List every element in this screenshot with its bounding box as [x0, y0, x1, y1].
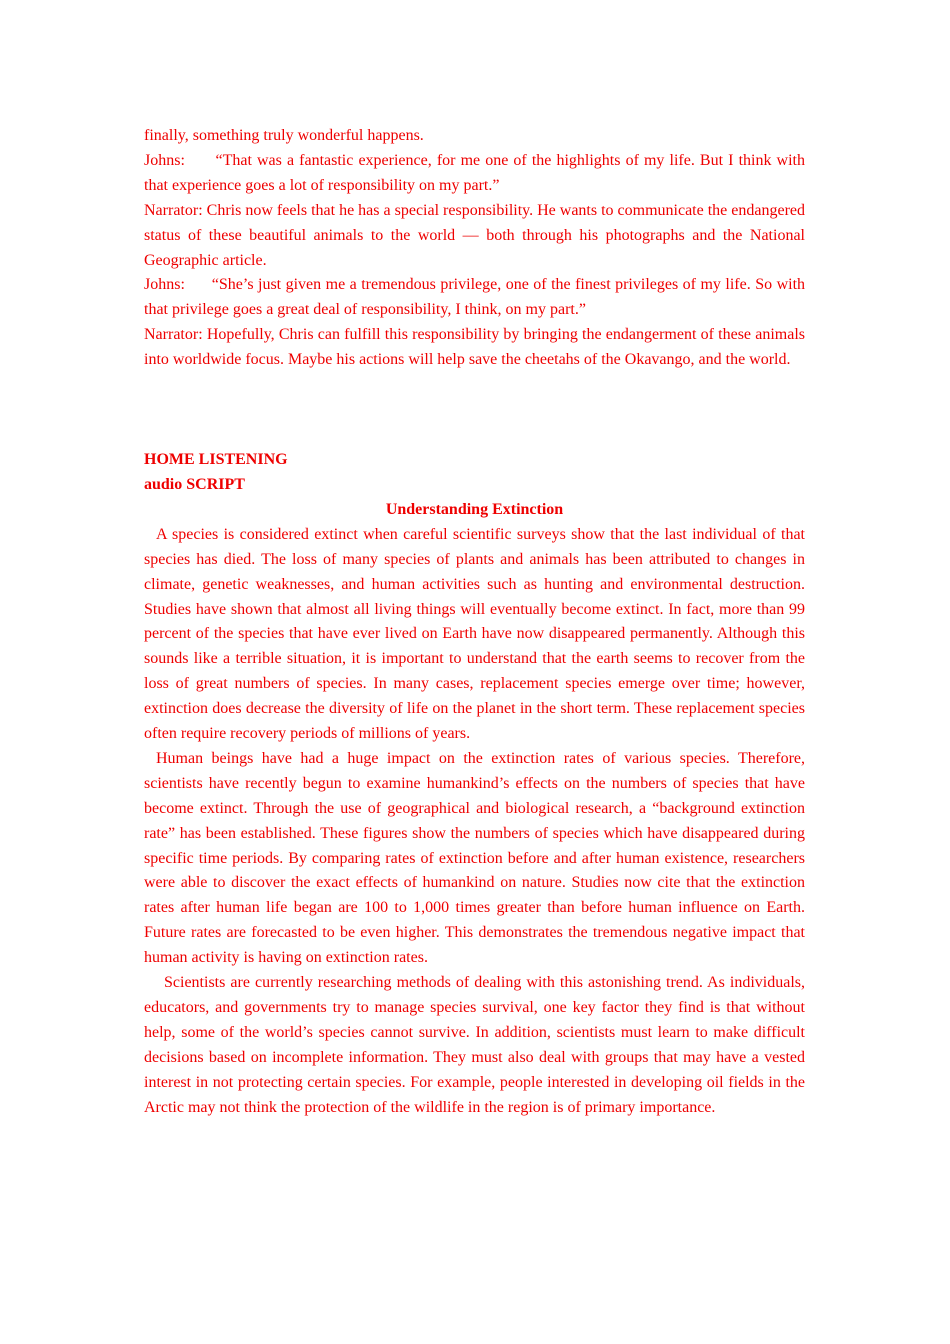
dialogue-text: Chris now feels that he has a special responsibility. He wants to communicate the endangered status of these beautiful animals to the world — both through his photographs and the National Geographic article.	[144, 201, 806, 269]
document-page	[144, 124, 805, 1121]
script-paragraph-1: A species is considered extinct when careful scientific surveys show that the last individual of that species has died. The loss of many species of plants and animals has been attributed to changes in climate, genetic weaknesses, and human activities such as hunting and environmental destruction. Studies have shown that almost all living things will eventually become extinct. In fact, more than 99 percent of the species that have ever lived on Earth have now disappeared permanently. Although this sounds like a terrible situation, it is important to understand that the earth seems to recover from the loss of great numbers of species. In many cases, replacement species emerge over time; however, extinction does decrease the diversity of life on the planet in the short term. These replacement species often require recovery periods of millions of years.	[144, 525, 805, 743]
dialogue-line-narrator-2	[144, 323, 805, 373]
script-title: Understanding Extinction	[385, 500, 564, 518]
speaker-label: Johns:	[144, 276, 185, 294]
dialogue-text: “That was a fantastic experience, for me one of the highlights of my life. But I think with that experience goes a lot of responsibility on my part.”	[144, 151, 805, 194]
speaker-label: Narrator:	[144, 326, 203, 344]
dialogue-line-narrator-1	[144, 199, 805, 274]
sub-heading: audio SCRIPT	[144, 475, 245, 493]
story-opening-line: finally, something truly wonderful happens.	[144, 127, 424, 144]
section-heading: HOME LISTENING	[144, 451, 288, 469]
script-paragraph-2: Human beings have had a huge impact on the extinction rates of various species. Therefore, scientists have recently begun to examine humankind’s effects on the numbers of species that have become extinct. Through the use of geographical and biological research, a “background extinction rate” has been established. These figures show the numbers of species which have disappeared during specific time periods. By comparing rates of extinction before and after human existence, researchers were able to discover the exact effects of humankind on nature. Studies now cite that the extinction rates after human life began are 100 to 1,000 times greater than before human influence on Earth. Future rates are forecasted to be even higher. This demonstrates the tremendous negative impact that human activity is having on extinction rates.	[144, 749, 805, 967]
speaker-label: Narrator:	[144, 201, 203, 219]
section-spacer	[144, 373, 805, 448]
dialogue-text: “She’s just given me a tremendous privilege, one of the finest privileges of my life. So with that privilege goes a great deal of responsibility, I think, on my part.”	[144, 276, 806, 319]
dialogue-line-johns-2	[144, 273, 805, 323]
script-paragraph-3: Scientists are currently researching methods of dealing with this astonishing trend. As individuals, educators, and governments try to manage species survival, one key factor they find is that without help, some of the world’s species cannot survive. In addition, scientists must learn to make difficult decisions based on incomplete information. They must also deal with groups that may have a vested interest in not protecting certain species. For example, people interested in developing oil fields in the Arctic may not think the protection of the wildlife in the region is of primary importance.	[144, 974, 805, 1116]
dialogue-line-johns-1	[144, 149, 805, 199]
dialogue-text: Hopefully, Chris can fulfill this responsibility by bringing the endangerment of these animals into worldwide focus. Maybe his actions will help save the cheetahs of the Okavango, and the world.	[144, 326, 806, 369]
speaker-label: Johns:	[144, 151, 185, 169]
